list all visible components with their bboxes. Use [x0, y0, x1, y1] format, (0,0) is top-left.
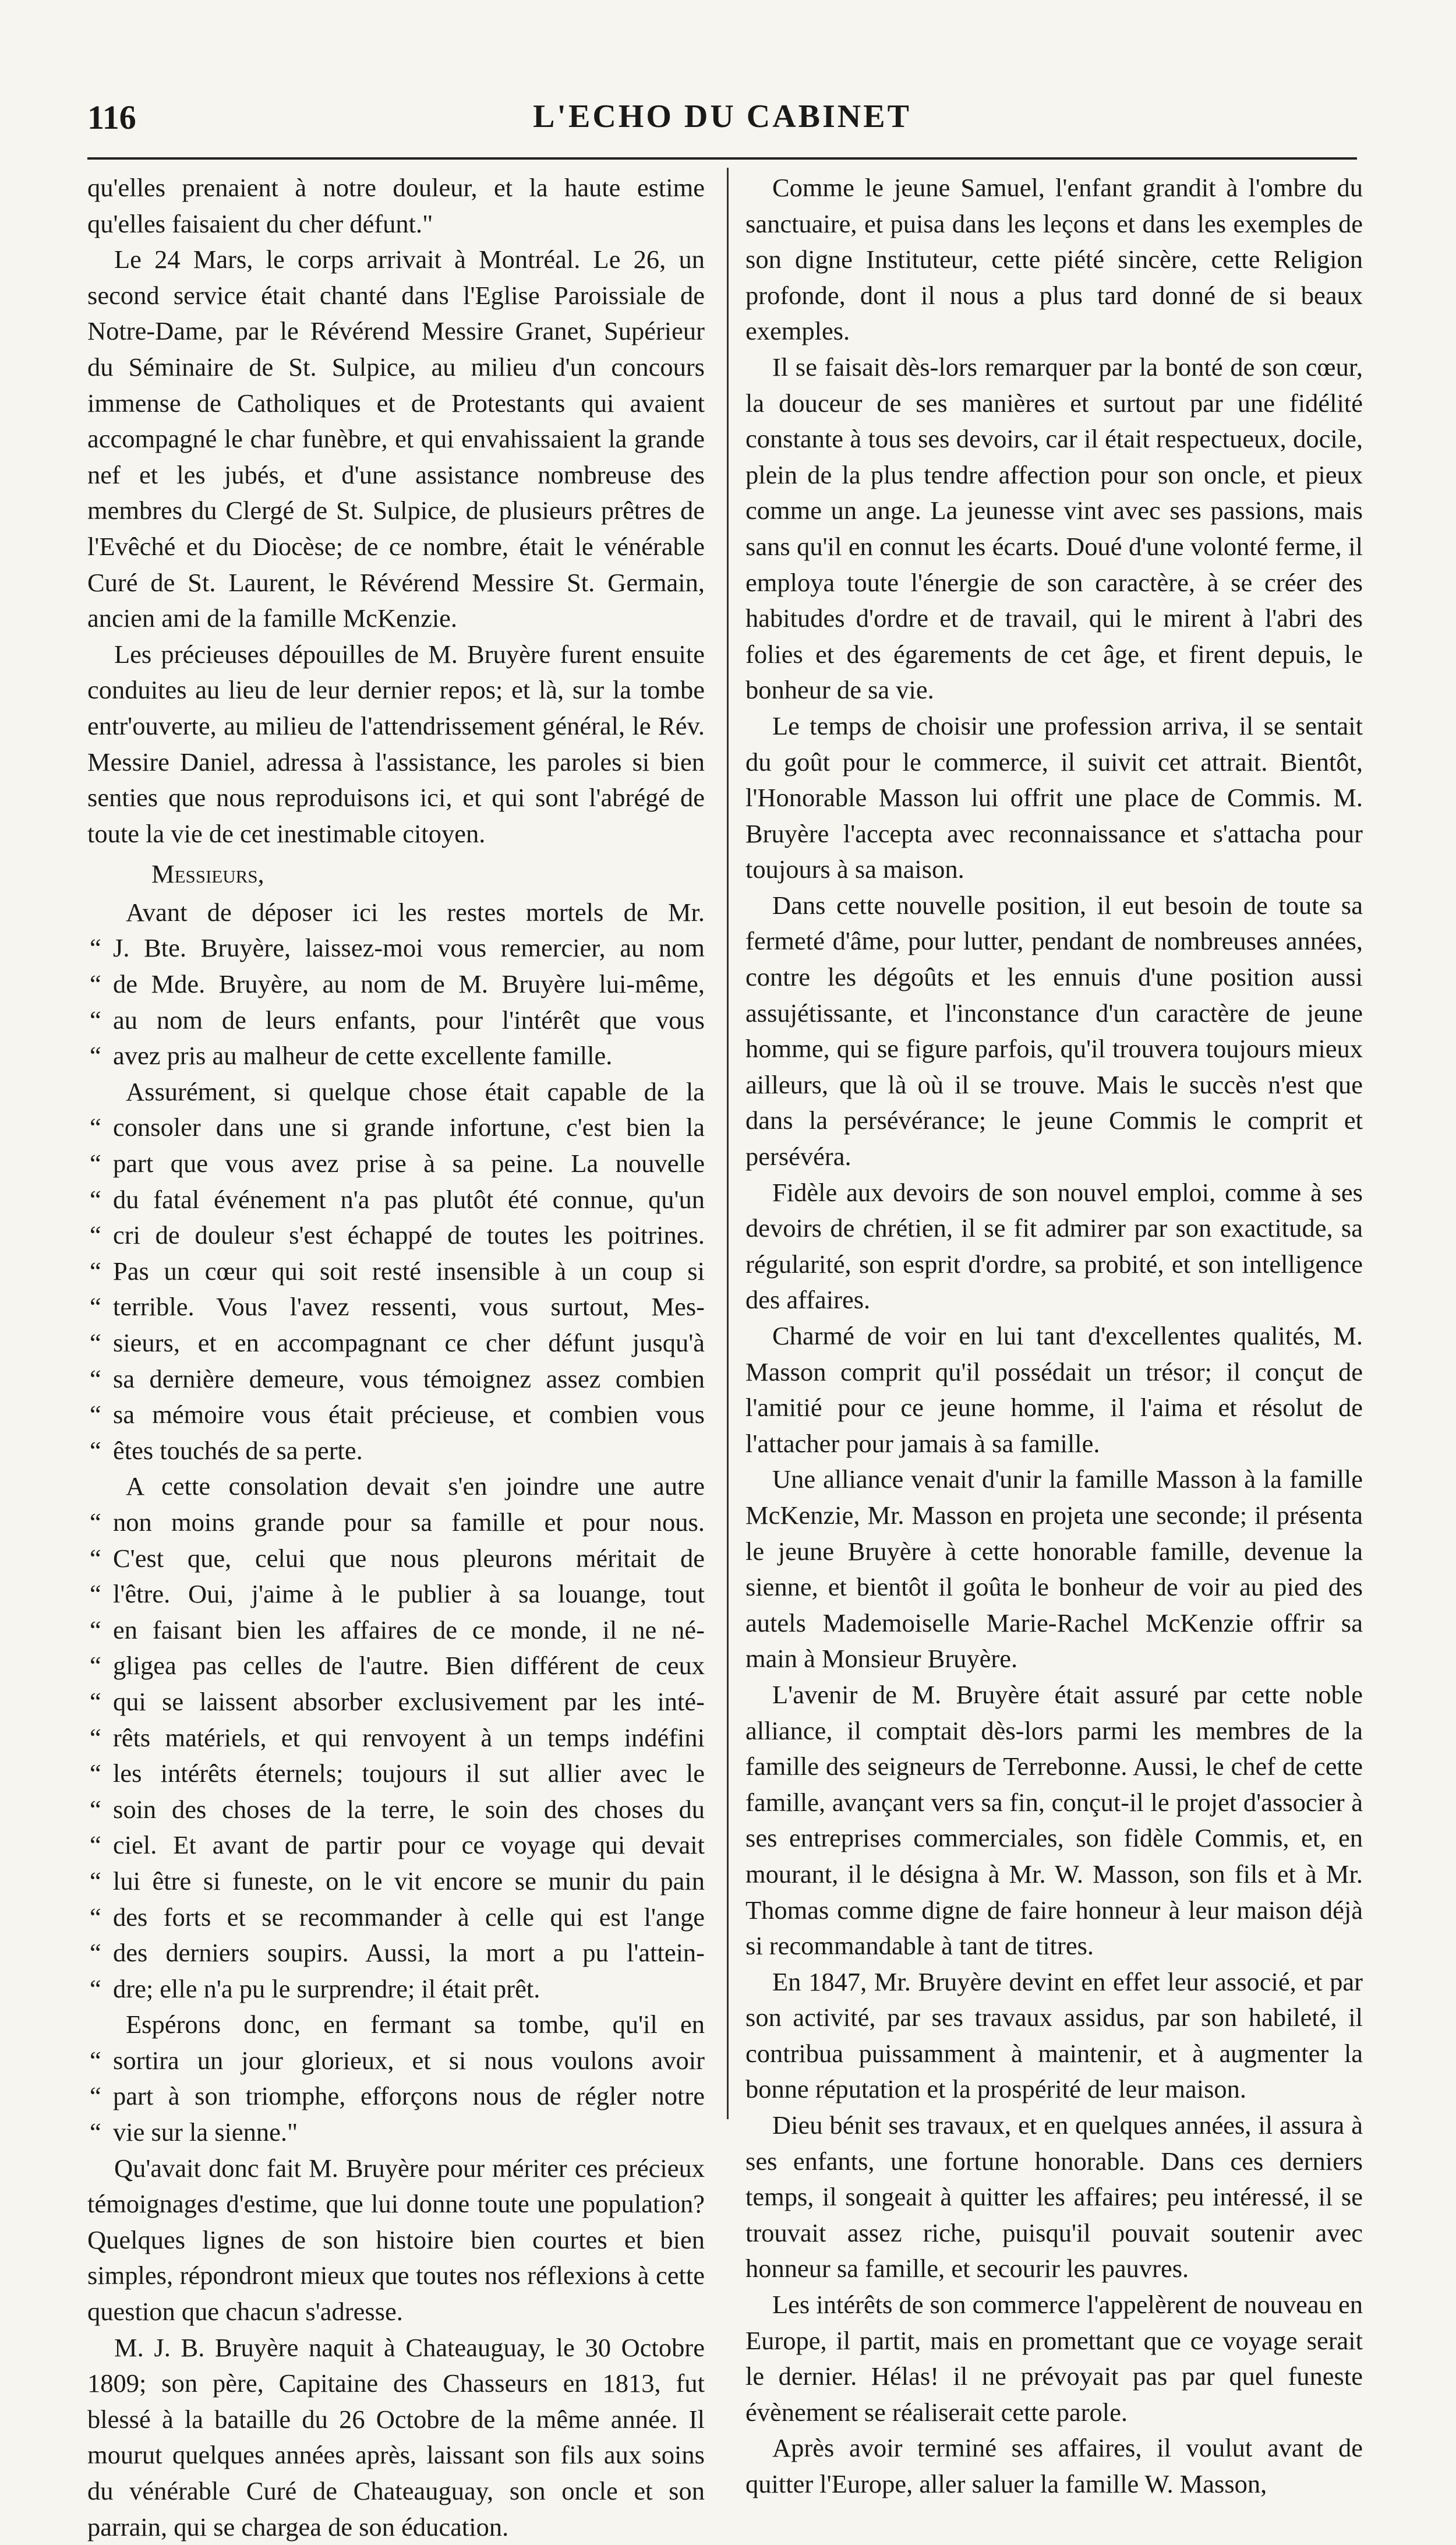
- quote-line: “ soin des choses de la terre, le soin des choses du: [87, 1792, 705, 1828]
- paragraph: Dans cette nouvelle position, il eut besoin de toute sa fermeté d'âme, pour lutter, pendant de nombreuses années, contre les dégoûts et les ennuis d'une position aussi assujétissante, et l'inconstance d'un caractère de jeune homme, qui se figure parfois, qu'il trouvera toujours mieux ailleurs, que là où il se trouve. Mais le succès n'est que dans la persévérance; le jeune Commis le comprit et persévéra.: [745, 890, 1363, 1171]
- quote-line: “ êtes touchés de sa perte.: [87, 1433, 705, 1469]
- speech-paragraph-4: [87, 2007, 705, 2150]
- speech-paragraph-2: [87, 1074, 705, 1469]
- quote-line: “ part que vous avez prise à sa peine. La nouvelle: [87, 1146, 705, 1182]
- quote-line: “ part à son triomphe, efforçons nous de régler notre: [87, 2078, 705, 2115]
- quote-line: Assurément, si quelque chose était capable de la: [126, 1076, 705, 1106]
- paragraph: Le temps de choisir une profession arriva, il se sentait du goût pour le commerce, il suivit cet attrait. Bientôt, l'Honorable Masson lui offrit une place de Commis. M. Bruyère l'accepta avec reconnaissance et s'attacha pour toujours à sa maison.: [745, 711, 1363, 884]
- quote-line: “ cri de douleur s'est échappé de toutes les poitrines.: [87, 1217, 705, 1254]
- quote-line: “ gligea pas celles de l'autre. Bien différent de ceux: [87, 1648, 705, 1684]
- quote-line: “ C'est que, celui que nous pleurons méritait de: [87, 1541, 705, 1577]
- paragraph: Dieu bénit ses travaux, et en quelques années, il assura à ses enfants, une fortune honorable. Dans ces derniers temps, il songeait à quitter les affaires; peu intéressé, il se trouvait assez riche, puisqu'il pouvait soutenir avec honneur sa famille, et secourir les pauvres.: [745, 2110, 1363, 2283]
- quote-line: Espérons donc, en fermant sa tombe, qu'il en: [126, 2010, 705, 2039]
- quote-line: “ J. Bte. Bruyère, laissez-moi vous remercier, au nom: [87, 930, 705, 966]
- quote-line: A cette consolation devait s'en joindre une autre: [126, 1471, 705, 1501]
- paragraph: Une alliance venait d'unir la famille Masson à la famille McKenzie, Mr. Masson en projeta une seconde; il présenta le jeune Bruyère à cette honorable famille, devenue la sienne, et bientôt il goûta le bonheur de voir au pied des autels Mademoiselle Marie-Rachel McKenzie offrir sa main à Monsieur Bruyère.: [745, 1464, 1363, 1674]
- quote-line: “ des forts et se recommander à celle qui est l'ange: [87, 1900, 705, 1936]
- quote-line: “ rêts matériels, et qui renvoyent à un temps indéfini: [87, 1720, 705, 1756]
- paragraph: Le 24 Mars, le corps arrivait à Montréal. Le 26, un second service était chanté dans l'Eglise Paroissiale de Notre-Dame, par le Révérend Messire Granet, Supérieur du Séminaire de St. Sulpice, au milieu d'un concours immense de Catholiques et de Protestants qui avaient accompagné le char funèbre, et qui envahissaient la grande nef et les jubés, et d'une assistance nombreuse des membres du Clergé de St. Sulpice, de plusieurs prêtres de l'Evêché et du Diocèse; de ce nombre, était le vénérable Curé de St. Laurent, le Révérend Messire St. Germain, ancien ami de la famille McKenzie.: [87, 245, 705, 633]
- quote-line: “ ciel. Et avant de partir pour ce voyage qui devait: [87, 1827, 705, 1863]
- left-column: [87, 170, 705, 2545]
- quote-line: “ des derniers soupirs. Aussi, la mort a pu l'attein-: [87, 1935, 705, 1971]
- quote-line: “ dre; elle n'a pu le surprendre; il était prêt.: [87, 1971, 705, 2007]
- speech-paragraph-1: [87, 895, 705, 1074]
- paragraph: qu'elles prenaient à notre douleur, et la haute estime qu'elles faisaient du cher défunt.": [87, 173, 705, 238]
- paragraph: Fidèle aux devoirs de son nouvel emploi, comme à ses devoirs de chrétien, il se fit admirer par son exactitude, sa régularité, son esprit d'ordre, sa probité, et son intelligence des affaires.: [745, 1177, 1363, 1315]
- speech-salutation: Messieurs,: [151, 859, 264, 889]
- quote-line: “ avez pris au malheur de cette excellente famille.: [87, 1038, 705, 1074]
- page-header: [87, 98, 1357, 150]
- paragraph: Comme le jeune Samuel, l'enfant grandit à l'ombre du sanctuaire, et puisa dans les leçons et dans les exemples de son digne Instituteur, cette piété sincère, cette Religion profonde, dont il nous a plus tard donné de si beaux exemples.: [745, 173, 1363, 346]
- quote-line: “ au nom de leurs enfants, pour l'intérêt que vous: [87, 1003, 705, 1039]
- page-number: 116: [87, 98, 136, 136]
- paragraph: En 1847, Mr. Bruyère devint en effet leur associé, et par son activité, par ses travaux assidus, par son habileté, il contribua puissamment à maintenir, et à augmenter la bonne réputation et la prospérité de leur maison.: [745, 1967, 1363, 2104]
- quote-line: “ qui se laissent absorber exclusivement par les inté-: [87, 1684, 705, 1720]
- quote-line: “ sortira un jour glorieux, et si nous voulons avoir: [87, 2043, 705, 2079]
- quote-line: “ du fatal événement n'a pas plutôt été connue, qu'un: [87, 1182, 705, 1218]
- quote-line: “ sa dernière demeure, vous témoignez assez combien: [87, 1361, 705, 1397]
- paragraph: Les précieuses dépouilles de M. Bruyère furent ensuite conduites au lieu de leur dernier repos; et là, sur la tombe entr'ouverte, au milieu de l'attendrissement général, le Rév. Messire Daniel, adressa à l'assistance, les paroles si bien senties que nous reproduisons ici, et qui sont l'abrégé de toute la vie de cet inestimable citoyen.: [87, 639, 705, 848]
- quote-line: “ lui être si funeste, on le vit encore se munir du pain: [87, 1863, 705, 1900]
- running-title: L'ECHO DU CABINET: [533, 98, 911, 135]
- quote-line: “ les intérêts éternels; toujours il sut allier avec le: [87, 1756, 705, 1792]
- paragraph: Après avoir terminé ses affaires, il voulut avant de quitter l'Europe, aller saluer la famille W. Masson,: [745, 2433, 1363, 2498]
- quote-line: “ consoler dans une si grande infortune, c'est bien la: [87, 1110, 705, 1146]
- paragraph: Il se faisait dès-lors remarquer par la bonté de son cœur, la douceur de ses manières et surtout par une fidélité constante à tous ses devoirs, car il était respectueux, docile, plein de la plus tendre affection pour son oncle, et pieux comme un ange. La jeunesse vint avec ses passions, mais sans qu'il en connut les écarts. Doué d'une volonté ferme, il employa toute l'énergie de son caractère, à se créer des habitudes d'ordre et de travail, qui le mirent à l'abri des folies et des égarements de cet âge, et firent depuis, le bonheur de sa vie.: [745, 352, 1363, 705]
- header-rule: [87, 157, 1357, 160]
- quote-line: “ sieurs, et en accompagnant ce cher défunt jusqu'à: [87, 1325, 705, 1361]
- speech-paragraph-3: [87, 1469, 705, 2007]
- quote-line: “ non moins grande pour sa famille et pour nous.: [87, 1505, 705, 1541]
- column-divider: [727, 168, 729, 2119]
- quote-line: “ terrible. Vous l'avez ressenti, vous surtout, Mes-: [87, 1289, 705, 1325]
- quote-line: “ de Mde. Bruyère, au nom de M. Bruyère lui-même,: [87, 966, 705, 1003]
- quote-line: “ vie sur la sienne.": [87, 2115, 705, 2151]
- paragraph: Qu'avait donc fait M. Bruyère pour mériter ces précieux témoignages d'estime, que lui donne toute une population? Quelques lignes de son histoire bien courtes et bien simples, répondront mieux que toutes nos réflexions à cette question que chacun s'adresse.: [87, 2153, 705, 2327]
- quote-line: “ en faisant bien les affaires de ce monde, il ne né-: [87, 1612, 705, 1649]
- paragraph: L'avenir de M. Bruyère était assuré par cette noble alliance, il comptait dès-lors parmi les membres de la famille des seigneurs de Terrebonne. Aussi, le chef de cette famille, avançant vers sa fin, conçut-il le projet d'associer à ses entreprises commerciales, son fidèle Commis, et, en mourant, il le désigna à Mr. W. Masson, son fils et à Mr. Thomas comme digne de faire honneur à leur maison déjà si recommandable à tant de titres.: [745, 1679, 1363, 1961]
- quote-line: “ Pas un cœur qui soit resté insensible à un coup si: [87, 1254, 705, 1290]
- paragraph: Les intérêts de son commerce l'appelèrent de nouveau en Europe, il partit, mais en promettant que ce voyage serait le dernier. Hélas! il ne prévoyait pas par quel funeste évènement se réaliserait cette parole.: [745, 2290, 1363, 2427]
- paragraph: M. J. B. Bruyère naquit à Chateauguay, le 30 Octobre 1809; son père, Capitaine des Chasseurs en 1813, fut blessé à la bataille du 26 Octobre de la même année. Il mourut quelques années après, laissant son fils aux soins du vénérable Curé de Chateauguay, son oncle et son parrain, qui se chargea de son éducation.: [87, 2332, 705, 2542]
- quote-line: “ sa mémoire vous était précieuse, et combien vous: [87, 1397, 705, 1433]
- right-column: [745, 170, 1363, 2502]
- quote-line: “ l'être. Oui, j'aime à le publier à sa louange, tout: [87, 1576, 705, 1612]
- quote-line: Avant de déposer ici les restes mortels de Mr.: [126, 897, 705, 927]
- paragraph: Charmé de voir en lui tant d'excellentes qualités, M. Masson comprit qu'il possédait un trésor; il conçut de l'amitié pour ce jeune homme, il l'aima et résolut de l'attacher pour jamais à sa famille.: [745, 1321, 1363, 1458]
